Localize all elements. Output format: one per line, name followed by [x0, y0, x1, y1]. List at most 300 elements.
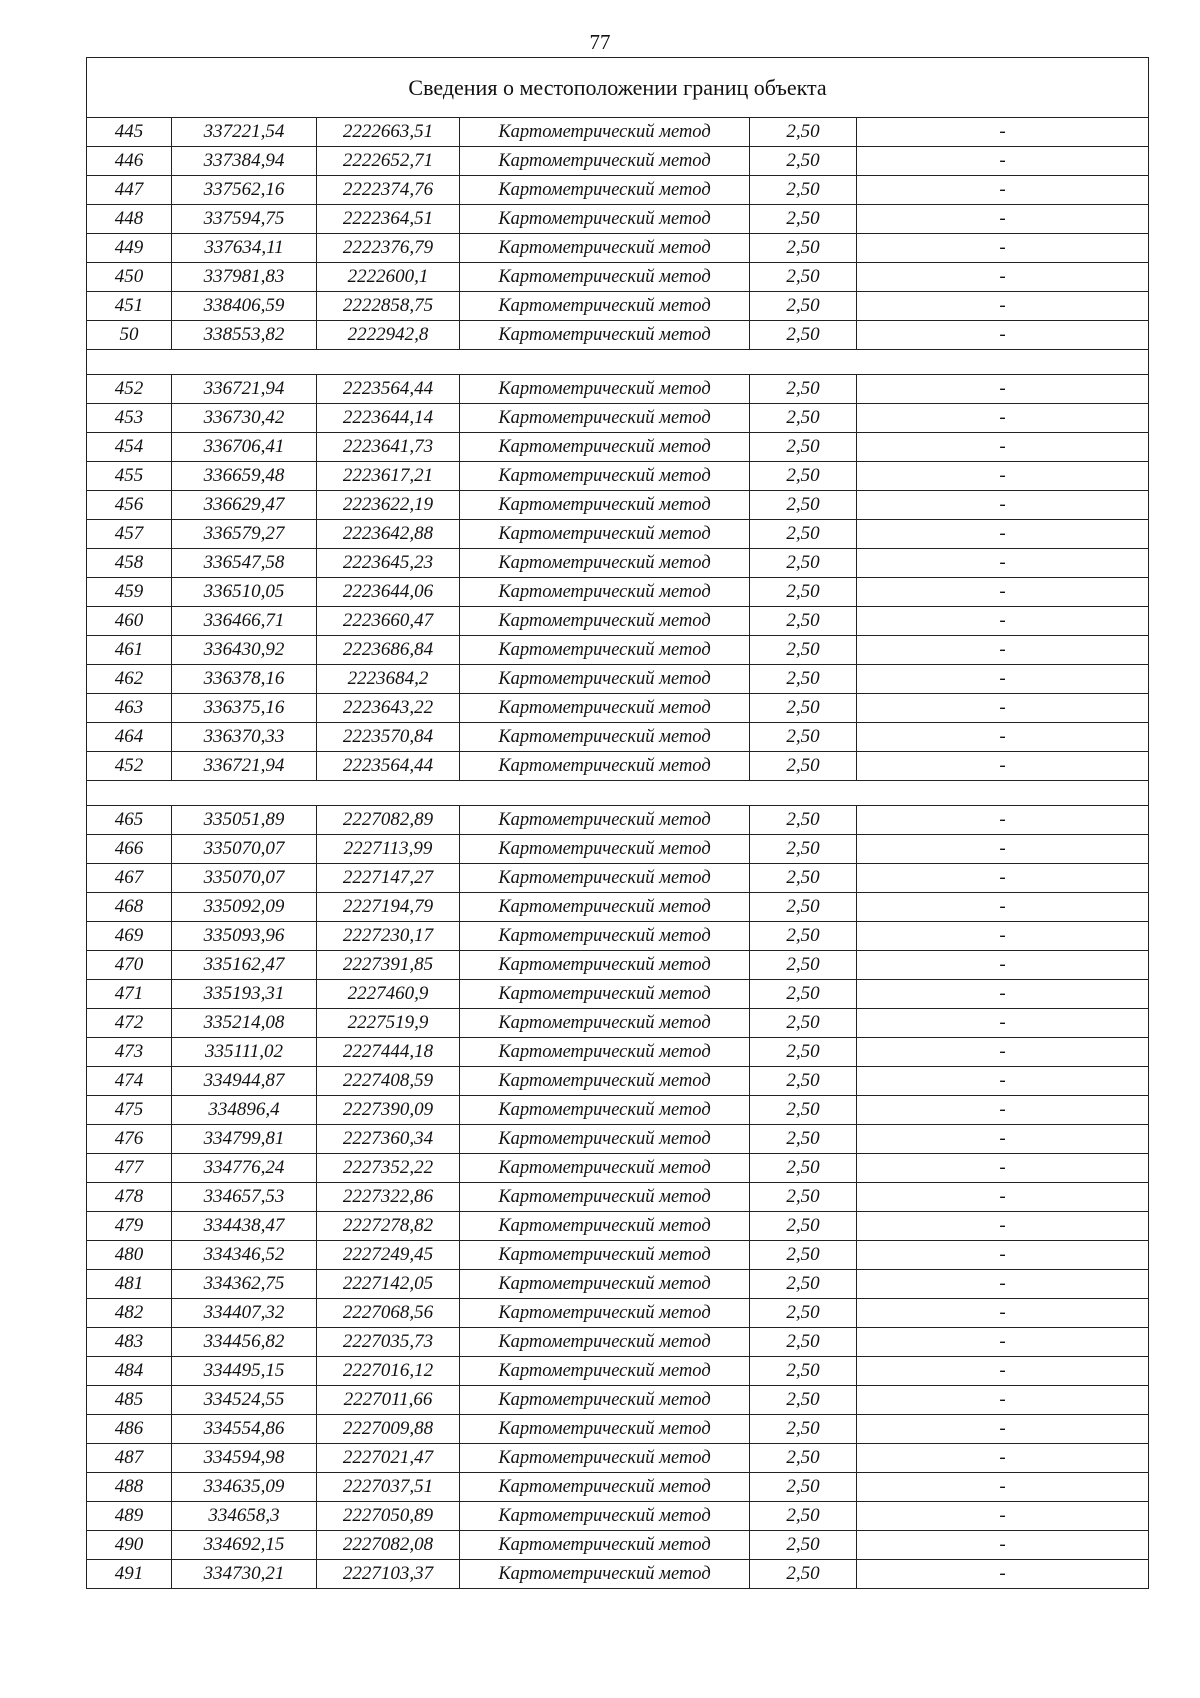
accuracy-cell: 2,50 [750, 980, 857, 1009]
y-coordinate-cell: 2223564,44 [317, 375, 460, 404]
point-number-cell: 462 [87, 665, 172, 694]
point-number-cell: 461 [87, 636, 172, 665]
y-coordinate-cell: 2222663,51 [317, 118, 460, 147]
y-coordinate-cell: 2223686,84 [317, 636, 460, 665]
description-cell: - [857, 951, 1149, 980]
method-cell: Картометрический метод [460, 321, 750, 350]
point-number-cell: 454 [87, 433, 172, 462]
accuracy-cell: 2,50 [750, 1357, 857, 1386]
table-row [87, 864, 1149, 893]
x-coordinate-cell: 334554,86 [172, 1415, 317, 1444]
method-cell: Картометрический метод [460, 1386, 750, 1415]
table-row [87, 636, 1149, 665]
point-number-cell: 482 [87, 1299, 172, 1328]
table-row [87, 1444, 1149, 1473]
description-cell: - [857, 665, 1149, 694]
description-cell: - [857, 1473, 1149, 1502]
method-cell: Картометрический метод [460, 1444, 750, 1473]
method-cell: Картометрический метод [460, 922, 750, 951]
y-coordinate-cell: 2227391,85 [317, 951, 460, 980]
table-row [87, 433, 1149, 462]
table-row [87, 1183, 1149, 1212]
description-cell: - [857, 1299, 1149, 1328]
description-cell: - [857, 375, 1149, 404]
table-row [87, 321, 1149, 350]
method-cell: Картометрический метод [460, 118, 750, 147]
point-number-cell: 477 [87, 1154, 172, 1183]
point-number-cell: 490 [87, 1531, 172, 1560]
table-row [87, 665, 1149, 694]
y-coordinate-cell: 2222600,1 [317, 263, 460, 292]
y-coordinate-cell: 2227142,05 [317, 1270, 460, 1299]
y-coordinate-cell: 2223641,73 [317, 433, 460, 462]
accuracy-cell: 2,50 [750, 549, 857, 578]
x-coordinate-cell: 335162,47 [172, 951, 317, 980]
point-number-cell: 489 [87, 1502, 172, 1531]
x-coordinate-cell: 338553,82 [172, 321, 317, 350]
accuracy-cell: 2,50 [750, 1009, 857, 1038]
x-coordinate-cell: 337562,16 [172, 176, 317, 205]
y-coordinate-cell: 2223684,2 [317, 665, 460, 694]
y-coordinate-cell: 2227113,99 [317, 835, 460, 864]
description-cell: - [857, 578, 1149, 607]
method-cell: Картометрический метод [460, 1241, 750, 1270]
y-coordinate-cell: 2227068,56 [317, 1299, 460, 1328]
table-row [87, 578, 1149, 607]
table-row [87, 1299, 1149, 1328]
y-coordinate-cell: 2227016,12 [317, 1357, 460, 1386]
accuracy-cell: 2,50 [750, 1502, 857, 1531]
description-cell: - [857, 1328, 1149, 1357]
x-coordinate-cell: 334456,82 [172, 1328, 317, 1357]
method-cell: Картометрический метод [460, 1067, 750, 1096]
method-cell: Картометрический метод [460, 292, 750, 321]
description-cell: - [857, 520, 1149, 549]
table-row [87, 806, 1149, 835]
x-coordinate-cell: 336730,42 [172, 404, 317, 433]
description-cell: - [857, 263, 1149, 292]
table-row [87, 922, 1149, 951]
description-cell: - [857, 1444, 1149, 1473]
x-coordinate-cell: 336579,27 [172, 520, 317, 549]
table-row [87, 520, 1149, 549]
table-row [87, 491, 1149, 520]
table-row [87, 1386, 1149, 1415]
separator-cell [87, 781, 1149, 806]
x-coordinate-cell: 334362,75 [172, 1270, 317, 1299]
x-coordinate-cell: 336706,41 [172, 433, 317, 462]
table-row [87, 1415, 1149, 1444]
x-coordinate-cell: 334524,55 [172, 1386, 317, 1415]
description-cell: - [857, 1386, 1149, 1415]
point-number-cell: 450 [87, 263, 172, 292]
method-cell: Картометрический метод [460, 864, 750, 893]
y-coordinate-cell: 2222364,51 [317, 205, 460, 234]
method-cell: Картометрический метод [460, 1096, 750, 1125]
y-coordinate-cell: 2222374,76 [317, 176, 460, 205]
method-cell: Картометрический метод [460, 375, 750, 404]
x-coordinate-cell: 334594,98 [172, 1444, 317, 1473]
description-cell: - [857, 864, 1149, 893]
description-cell: - [857, 433, 1149, 462]
table-row [87, 549, 1149, 578]
y-coordinate-cell: 2227021,47 [317, 1444, 460, 1473]
point-number-cell: 483 [87, 1328, 172, 1357]
point-number-cell: 468 [87, 893, 172, 922]
description-cell: - [857, 234, 1149, 263]
accuracy-cell: 2,50 [750, 520, 857, 549]
description-cell: - [857, 1270, 1149, 1299]
x-coordinate-cell: 334730,21 [172, 1560, 317, 1589]
point-number-cell: 464 [87, 723, 172, 752]
point-number-cell: 453 [87, 404, 172, 433]
method-cell: Картометрический метод [460, 1415, 750, 1444]
y-coordinate-cell: 2227460,9 [317, 980, 460, 1009]
point-number-cell: 487 [87, 1444, 172, 1473]
point-number-cell: 50 [87, 321, 172, 350]
y-coordinate-cell: 2223642,88 [317, 520, 460, 549]
x-coordinate-cell: 336659,48 [172, 462, 317, 491]
y-coordinate-cell: 2227408,59 [317, 1067, 460, 1096]
x-coordinate-cell: 334776,24 [172, 1154, 317, 1183]
accuracy-cell: 2,50 [750, 263, 857, 292]
method-cell: Картометрический метод [460, 263, 750, 292]
point-number-cell: 470 [87, 951, 172, 980]
method-cell: Картометрический метод [460, 665, 750, 694]
table-row [87, 694, 1149, 723]
accuracy-cell: 2,50 [750, 1212, 857, 1241]
method-cell: Картометрический метод [460, 1212, 750, 1241]
accuracy-cell: 2,50 [750, 321, 857, 350]
description-cell: - [857, 1502, 1149, 1531]
point-number-cell: 459 [87, 578, 172, 607]
point-number-cell: 447 [87, 176, 172, 205]
description-cell: - [857, 922, 1149, 951]
method-cell: Картометрический метод [460, 1125, 750, 1154]
y-coordinate-cell: 2227230,17 [317, 922, 460, 951]
table-row [87, 1560, 1149, 1589]
method-cell: Картометрический метод [460, 980, 750, 1009]
method-cell: Картометрический метод [460, 176, 750, 205]
accuracy-cell: 2,50 [750, 176, 857, 205]
x-coordinate-cell: 335111,02 [172, 1038, 317, 1067]
point-number-cell: 469 [87, 922, 172, 951]
description-cell: - [857, 1154, 1149, 1183]
y-coordinate-cell: 2223644,06 [317, 578, 460, 607]
accuracy-cell: 2,50 [750, 1241, 857, 1270]
table-row [87, 1038, 1149, 1067]
point-number-cell: 472 [87, 1009, 172, 1038]
boundary-table-sheet [86, 57, 1148, 1589]
method-cell: Картометрический метод [460, 951, 750, 980]
accuracy-cell: 2,50 [750, 636, 857, 665]
x-coordinate-cell: 336510,05 [172, 578, 317, 607]
y-coordinate-cell: 2227322,86 [317, 1183, 460, 1212]
point-number-cell: 480 [87, 1241, 172, 1270]
table-title: Сведения о местоположении границ объекта [87, 58, 1149, 118]
method-cell: Картометрический метод [460, 1560, 750, 1589]
contour-separator-row [87, 350, 1149, 375]
x-coordinate-cell: 336375,16 [172, 694, 317, 723]
x-coordinate-cell: 337634,11 [172, 234, 317, 263]
accuracy-cell: 2,50 [750, 1299, 857, 1328]
accuracy-cell: 2,50 [750, 578, 857, 607]
method-cell: Картометрический метод [460, 549, 750, 578]
accuracy-cell: 2,50 [750, 1125, 857, 1154]
description-cell: - [857, 176, 1149, 205]
y-coordinate-cell: 2227194,79 [317, 893, 460, 922]
table-row [87, 1096, 1149, 1125]
table-row [87, 1531, 1149, 1560]
point-number-cell: 473 [87, 1038, 172, 1067]
y-coordinate-cell: 2223622,19 [317, 491, 460, 520]
y-coordinate-cell: 2223644,14 [317, 404, 460, 433]
description-cell: - [857, 980, 1149, 1009]
y-coordinate-cell: 2223643,22 [317, 694, 460, 723]
description-cell: - [857, 404, 1149, 433]
accuracy-cell: 2,50 [750, 806, 857, 835]
description-cell: - [857, 1125, 1149, 1154]
y-coordinate-cell: 2227147,27 [317, 864, 460, 893]
point-number-cell: 486 [87, 1415, 172, 1444]
method-cell: Картометрический метод [460, 1270, 750, 1299]
method-cell: Картометрический метод [460, 1531, 750, 1560]
point-number-cell: 474 [87, 1067, 172, 1096]
y-coordinate-cell: 2227037,51 [317, 1473, 460, 1502]
table-row [87, 1154, 1149, 1183]
method-cell: Картометрический метод [460, 893, 750, 922]
accuracy-cell: 2,50 [750, 1415, 857, 1444]
point-number-cell: 465 [87, 806, 172, 835]
description-cell: - [857, 462, 1149, 491]
method-cell: Картометрический метод [460, 404, 750, 433]
table-row [87, 1125, 1149, 1154]
y-coordinate-cell: 2227444,18 [317, 1038, 460, 1067]
contour-separator-row [87, 781, 1149, 806]
accuracy-cell: 2,50 [750, 752, 857, 781]
y-coordinate-cell: 2227360,34 [317, 1125, 460, 1154]
description-cell: - [857, 147, 1149, 176]
accuracy-cell: 2,50 [750, 462, 857, 491]
table-row [87, 205, 1149, 234]
x-coordinate-cell: 334495,15 [172, 1357, 317, 1386]
x-coordinate-cell: 334438,47 [172, 1212, 317, 1241]
accuracy-cell: 2,50 [750, 1328, 857, 1357]
y-coordinate-cell: 2227011,66 [317, 1386, 460, 1415]
table-row [87, 1270, 1149, 1299]
point-number-cell: 449 [87, 234, 172, 263]
description-cell: - [857, 118, 1149, 147]
description-cell: - [857, 549, 1149, 578]
description-cell: - [857, 694, 1149, 723]
description-cell: - [857, 835, 1149, 864]
x-coordinate-cell: 336629,47 [172, 491, 317, 520]
description-cell: - [857, 1038, 1149, 1067]
x-coordinate-cell: 334944,87 [172, 1067, 317, 1096]
description-cell: - [857, 292, 1149, 321]
table-row [87, 1328, 1149, 1357]
method-cell: Картометрический метод [460, 1038, 750, 1067]
method-cell: Картометрический метод [460, 205, 750, 234]
method-cell: Картометрический метод [460, 234, 750, 263]
table-body [87, 58, 1149, 1589]
y-coordinate-cell: 2222942,8 [317, 321, 460, 350]
description-cell: - [857, 1415, 1149, 1444]
method-cell: Картометрический метод [460, 1183, 750, 1212]
x-coordinate-cell: 336370,33 [172, 723, 317, 752]
point-number-cell: 452 [87, 375, 172, 404]
method-cell: Картометрический метод [460, 835, 750, 864]
y-coordinate-cell: 2223564,44 [317, 752, 460, 781]
x-coordinate-cell: 336430,92 [172, 636, 317, 665]
description-cell: - [857, 1357, 1149, 1386]
boundary-coordinates-table [86, 57, 1149, 1589]
table-title-row [87, 58, 1149, 118]
description-cell: - [857, 806, 1149, 835]
table-row [87, 1241, 1149, 1270]
point-number-cell: 476 [87, 1125, 172, 1154]
accuracy-cell: 2,50 [750, 491, 857, 520]
accuracy-cell: 2,50 [750, 1154, 857, 1183]
method-cell: Картометрический метод [460, 1473, 750, 1502]
method-cell: Картометрический метод [460, 694, 750, 723]
description-cell: - [857, 1531, 1149, 1560]
method-cell: Картометрический метод [460, 723, 750, 752]
x-coordinate-cell: 335051,89 [172, 806, 317, 835]
x-coordinate-cell: 337384,94 [172, 147, 317, 176]
point-number-cell: 452 [87, 752, 172, 781]
y-coordinate-cell: 2223645,23 [317, 549, 460, 578]
y-coordinate-cell: 2227050,89 [317, 1502, 460, 1531]
description-cell: - [857, 205, 1149, 234]
y-coordinate-cell: 2227278,82 [317, 1212, 460, 1241]
point-number-cell: 491 [87, 1560, 172, 1589]
y-coordinate-cell: 2227082,08 [317, 1531, 460, 1560]
y-coordinate-cell: 2227519,9 [317, 1009, 460, 1038]
description-cell: - [857, 893, 1149, 922]
method-cell: Картометрический метод [460, 1299, 750, 1328]
accuracy-cell: 2,50 [750, 1183, 857, 1212]
x-coordinate-cell: 336547,58 [172, 549, 317, 578]
x-coordinate-cell: 334799,81 [172, 1125, 317, 1154]
separator-cell [87, 350, 1149, 375]
x-coordinate-cell: 337221,54 [172, 118, 317, 147]
method-cell: Картометрический метод [460, 491, 750, 520]
table-row [87, 951, 1149, 980]
description-cell: - [857, 1212, 1149, 1241]
accuracy-cell: 2,50 [750, 1473, 857, 1502]
accuracy-cell: 2,50 [750, 607, 857, 636]
description-cell: - [857, 1067, 1149, 1096]
method-cell: Картометрический метод [460, 1154, 750, 1183]
y-coordinate-cell: 2227009,88 [317, 1415, 460, 1444]
method-cell: Картометрический метод [460, 520, 750, 549]
method-cell: Картометрический метод [460, 433, 750, 462]
accuracy-cell: 2,50 [750, 375, 857, 404]
x-coordinate-cell: 338406,59 [172, 292, 317, 321]
x-coordinate-cell: 335214,08 [172, 1009, 317, 1038]
accuracy-cell: 2,50 [750, 1444, 857, 1473]
x-coordinate-cell: 336721,94 [172, 752, 317, 781]
accuracy-cell: 2,50 [750, 147, 857, 176]
description-cell: - [857, 1560, 1149, 1589]
method-cell: Картометрический метод [460, 462, 750, 491]
accuracy-cell: 2,50 [750, 835, 857, 864]
point-number-cell: 467 [87, 864, 172, 893]
point-number-cell: 456 [87, 491, 172, 520]
x-coordinate-cell: 335070,07 [172, 835, 317, 864]
description-cell: - [857, 491, 1149, 520]
accuracy-cell: 2,50 [750, 922, 857, 951]
description-cell: - [857, 1183, 1149, 1212]
method-cell: Картометрический метод [460, 1357, 750, 1386]
description-cell: - [857, 607, 1149, 636]
point-number-cell: 448 [87, 205, 172, 234]
method-cell: Картометрический метод [460, 578, 750, 607]
y-coordinate-cell: 2227249,45 [317, 1241, 460, 1270]
table-row [87, 1473, 1149, 1502]
accuracy-cell: 2,50 [750, 694, 857, 723]
description-cell: - [857, 636, 1149, 665]
accuracy-cell: 2,50 [750, 1560, 857, 1589]
table-row [87, 118, 1149, 147]
x-coordinate-cell: 336721,94 [172, 375, 317, 404]
description-cell: - [857, 1241, 1149, 1270]
point-number-cell: 471 [87, 980, 172, 1009]
x-coordinate-cell: 334658,3 [172, 1502, 317, 1531]
accuracy-cell: 2,50 [750, 1038, 857, 1067]
method-cell: Картометрический метод [460, 147, 750, 176]
accuracy-cell: 2,50 [750, 1096, 857, 1125]
accuracy-cell: 2,50 [750, 433, 857, 462]
table-row [87, 234, 1149, 263]
table-row [87, 835, 1149, 864]
y-coordinate-cell: 2227035,73 [317, 1328, 460, 1357]
point-number-cell: 457 [87, 520, 172, 549]
page-number: 77 [589, 30, 611, 54]
y-coordinate-cell: 2223660,47 [317, 607, 460, 636]
y-coordinate-cell: 2227352,22 [317, 1154, 460, 1183]
y-coordinate-cell: 2223570,84 [317, 723, 460, 752]
x-coordinate-cell: 334635,09 [172, 1473, 317, 1502]
point-number-cell: 466 [87, 835, 172, 864]
table-row [87, 1067, 1149, 1096]
point-number-cell: 445 [87, 118, 172, 147]
point-number-cell: 455 [87, 462, 172, 491]
description-cell: - [857, 752, 1149, 781]
point-number-cell: 475 [87, 1096, 172, 1125]
point-number-cell: 446 [87, 147, 172, 176]
y-coordinate-cell: 2227390,09 [317, 1096, 460, 1125]
accuracy-cell: 2,50 [750, 665, 857, 694]
method-cell: Картометрический метод [460, 1009, 750, 1038]
accuracy-cell: 2,50 [750, 1067, 857, 1096]
accuracy-cell: 2,50 [750, 118, 857, 147]
table-row [87, 176, 1149, 205]
x-coordinate-cell: 334657,53 [172, 1183, 317, 1212]
table-row [87, 404, 1149, 433]
table-row [87, 375, 1149, 404]
table-row [87, 462, 1149, 491]
x-coordinate-cell: 334692,15 [172, 1531, 317, 1560]
point-number-cell: 451 [87, 292, 172, 321]
table-row [87, 607, 1149, 636]
table-row [87, 263, 1149, 292]
x-coordinate-cell: 336466,71 [172, 607, 317, 636]
method-cell: Картометрический метод [460, 636, 750, 665]
x-coordinate-cell: 335070,07 [172, 864, 317, 893]
y-coordinate-cell: 2222652,71 [317, 147, 460, 176]
